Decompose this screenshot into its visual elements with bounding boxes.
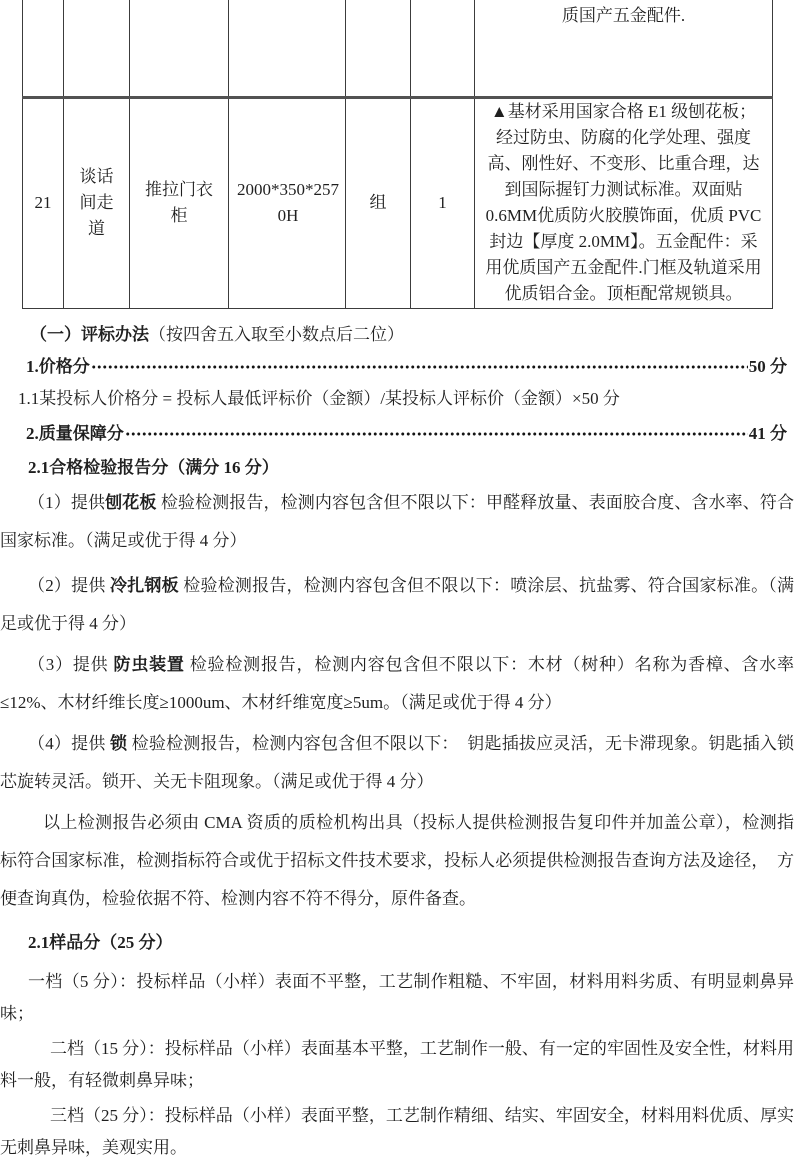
section-title: [0, 322, 794, 348]
price-score-row: [0, 354, 794, 380]
desc-overflow-cell: 质国产五金配件.: [475, 0, 773, 97]
evaluation-method-section: [0, 322, 800, 1164]
empty-size-cell: [229, 0, 346, 97]
price-score-value: 50 分: [748, 356, 787, 376]
sample-tier-2: 二档（15 分）：投标样品（小样）表面基本平整，工艺制作一般、有一定的牢固性及安全性，材料用料一般，有轻微刺鼻异味；: [0, 1038, 794, 1090]
empty-qty-cell: [411, 0, 475, 97]
sample-tier-1: 一档（5 分）：投标样品（小样）表面不平整，工艺制作粗糙、不牢固，材料用料劣质、有明显刺鼻异味；: [0, 971, 794, 1023]
table-row-21: [23, 97, 773, 308]
sample-tier-3: 三档（25 分）：投标样品（小样）表面平整，工艺制作精细、结实、牢固安全，材料用料优质、厚实无刺鼻异味，美观实用。: [0, 1105, 794, 1157]
report-item-2: [0, 567, 794, 643]
unit-cell: 组: [346, 97, 411, 308]
empty-item-cell: [130, 0, 229, 97]
report-item-4-post: 检验检测报告，检测内容包含但不限以下： 钥匙插拔应灵活，无卡滞现象。钥匙插入锁芯旋转灵活。锁开、关无卡阻现象。（满足或优于得 4 分）: [0, 733, 795, 791]
location-cell: 谈话间走道: [64, 97, 130, 308]
qty-cell: 1: [411, 97, 475, 308]
report-item-3-pre: （3）提供: [28, 654, 114, 674]
empty-unit-cell: [346, 0, 411, 97]
cma-note: 以上检测报告必须由 CMA 资质的质检机构出具（投标人提供检测报告复印件并加盖公章），检测指标符合国家标准，检测指标符合或优于招标文件技术要求，投标人必须提供检测报告查询方法及途径， 方便查询真伪，检验依据不符、检测内容不符不得分，原件备查。: [0, 812, 794, 908]
item-cell: 推拉门衣柜: [130, 97, 229, 308]
empty-seq-cell: [23, 0, 64, 97]
report-item-1-pre: （1）提供: [28, 492, 106, 512]
section-title-note: （按四舍五入取至小数点后二位）: [149, 324, 404, 344]
report-item-4: [0, 725, 794, 801]
desc-cell: ▲基材采用国家合格 E1 级刨花板；经过防虫、防腐的化学处理、强度高、刚性好、不变形、比重合理，达到国际握钉力测试标准。双面贴 0.6MM优质防火胶膜饰面，优质 PVC 封边【厚度 2.0MM】。五金配件：采用优质国产五金配件.门框及轨道采用优质铝合金。顶柜配常规锁具。: [475, 97, 773, 308]
seq-cell: 21: [23, 97, 64, 308]
dot-leader: [91, 354, 748, 380]
report-item-4-pre: （4）提供: [28, 733, 110, 753]
report-item-1: [0, 484, 794, 560]
report-item-2-post: 检验检测报告，检测内容包含但不限以下：喷涂层、抗盐雾、符合国家标准。（满足或优于得 4 分）: [0, 575, 795, 633]
report-item-3-term: 防虫装置: [113, 654, 185, 674]
report-item-3: [0, 646, 794, 722]
size-value: 2000*350*2570H: [237, 180, 339, 225]
report-item-4-term: 锁: [110, 733, 128, 753]
report-item-3-post: 检验检测报告，检测内容包含但不限以下：木材（树种）名称为香樟、含水率≤12%、木材纤维长度≥1000um、木材纤维宽度≥5um。（满足或优于得 4 分）: [0, 654, 795, 712]
report-score-heading: 2.1合格检验报告分（满分 16 分）: [28, 457, 279, 477]
quality-score-value: 41 分: [748, 423, 787, 443]
price-score-label: 1.价格分: [26, 356, 90, 376]
sample-score-heading: 2.1样品分（25 分）: [28, 932, 173, 952]
report-item-2-term: 冷扎钢板: [110, 575, 179, 595]
product-spec-table: [22, 0, 773, 309]
report-item-1-post: 检验检测报告，检测内容包含但不限以下：甲醛释放量、表面胶合度、含水率、符合国家标准。（满足或优于得 4 分）: [0, 492, 795, 550]
quality-score-label: 2.质量保障分: [26, 423, 124, 443]
report-item-2-pre: （2）提供: [28, 575, 110, 595]
quality-score-row: [0, 421, 794, 447]
report-item-1-term: 刨花板: [105, 492, 157, 512]
dot-leader: [125, 421, 748, 447]
empty-location-cell: [64, 0, 130, 97]
price-formula: 1.1某投标人价格分 = 投标人最低评标价（金额）/某投标人评标价（金额）×50 分: [18, 388, 620, 408]
table-row-previous-overflow: [23, 0, 773, 97]
size-cell: [229, 97, 346, 308]
section-title-main: （一）评标办法: [30, 324, 149, 344]
